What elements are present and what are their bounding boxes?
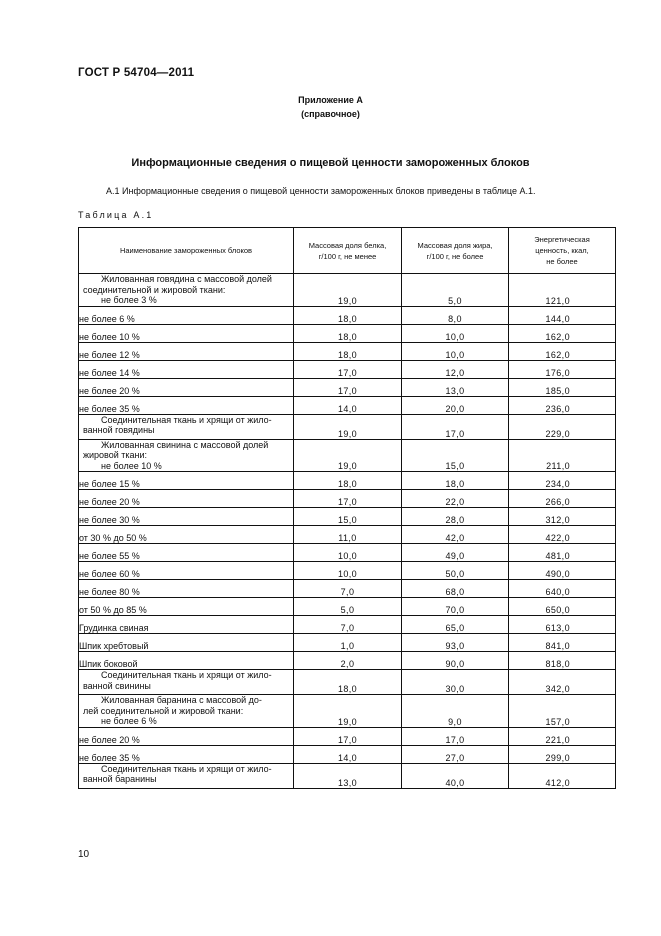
energy-cell: 162,0 <box>509 342 616 360</box>
fat-cell: 70,0 <box>402 598 509 616</box>
energy-cell: 412,0 <box>509 763 616 788</box>
row-label: не более 20 % <box>79 490 294 508</box>
energy-cell: 121,0 <box>509 274 616 307</box>
fat-cell: 68,0 <box>402 580 509 598</box>
group-name-cell <box>79 439 294 472</box>
row-label: не более 60 % <box>79 562 294 580</box>
table-row <box>79 342 616 360</box>
table-row <box>79 396 616 414</box>
energy-cell: 185,0 <box>509 378 616 396</box>
energy-cell: 229,0 <box>509 414 616 439</box>
appendix-note: (справочное) <box>301 109 360 119</box>
protein-cell: 7,0 <box>294 616 402 634</box>
fat-cell: 27,0 <box>402 745 509 763</box>
col-header-protein <box>294 228 402 274</box>
group-name-cell <box>79 670 294 695</box>
row-label: не более 10 % <box>79 324 294 342</box>
fat-cell: 65,0 <box>402 616 509 634</box>
protein-cell: 17,0 <box>294 727 402 745</box>
protein-cell: 2,0 <box>294 652 402 670</box>
fat-cell: 15,0 <box>402 439 509 472</box>
fat-cell: 42,0 <box>402 526 509 544</box>
nutrition-table <box>78 227 616 789</box>
group-title-line: Соединительная ткань и хрящи от жило- <box>101 670 272 680</box>
protein-cell: 14,0 <box>294 396 402 414</box>
fat-cell: 40,0 <box>402 763 509 788</box>
row-label: Шпик боковой <box>79 652 294 670</box>
fat-cell: 90,0 <box>402 652 509 670</box>
row-label: не более 20 % <box>79 378 294 396</box>
row-label: от 30 % до 50 % <box>79 526 294 544</box>
energy-cell: 176,0 <box>509 360 616 378</box>
protein-cell: 17,0 <box>294 360 402 378</box>
row-label: не более 35 % <box>79 396 294 414</box>
table-row <box>79 472 616 490</box>
group-title-line: ванной баранины <box>83 774 157 784</box>
energy-cell: 211,0 <box>509 439 616 472</box>
intro-paragraph: А.1 Информационные сведения о пищевой ценности замороженных блоков приведены в таблице А.1. <box>106 186 536 196</box>
table-row <box>79 378 616 396</box>
fat-cell: 17,0 <box>402 414 509 439</box>
table-row <box>79 616 616 634</box>
protein-cell: 19,0 <box>294 274 402 307</box>
header-line: Массовая доля белка, <box>308 240 387 250</box>
header-line: ценность, ккал, <box>535 246 589 255</box>
table-row <box>79 490 616 508</box>
table-row <box>79 562 616 580</box>
protein-cell: 18,0 <box>294 342 402 360</box>
row-label: не более 15 % <box>79 472 294 490</box>
row-label: не более 10 % <box>101 460 162 471</box>
protein-cell: 1,0 <box>294 634 402 652</box>
group-title-line: лей соединительной и жировой ткани: <box>83 705 244 716</box>
row-label: не более 30 % <box>79 508 294 526</box>
protein-cell: 15,0 <box>294 508 402 526</box>
protein-cell: 18,0 <box>294 324 402 342</box>
group-title-line: жировой ткани: <box>83 450 148 460</box>
fat-cell: 93,0 <box>402 634 509 652</box>
protein-cell: 18,0 <box>294 306 402 324</box>
energy-cell: 144,0 <box>509 306 616 324</box>
table-row <box>79 544 616 562</box>
protein-cell: 19,0 <box>294 414 402 439</box>
energy-cell: 299,0 <box>509 745 616 763</box>
energy-cell: 640,0 <box>509 580 616 598</box>
table-caption: Таблица А.1 <box>78 210 154 220</box>
energy-cell: 157,0 <box>509 695 616 728</box>
header-line: не более <box>546 257 578 266</box>
energy-cell: 221,0 <box>509 727 616 745</box>
group-title-line: Жилованная говядина с массовой долей <box>101 274 272 284</box>
group-title-line: ванной свинины <box>83 680 151 691</box>
energy-cell: 613,0 <box>509 616 616 634</box>
group-title-line: Жилованная свинина с массовой долей <box>101 439 269 450</box>
row-label: не более 35 % <box>79 745 294 763</box>
table-row <box>79 306 616 324</box>
protein-cell: 19,0 <box>294 695 402 728</box>
row-label: не более 55 % <box>79 544 294 562</box>
col-header-energy <box>509 228 616 274</box>
header-line: г/100 г, не менее <box>318 251 377 261</box>
table-row <box>79 670 616 695</box>
row-label: Грудинка свиная <box>79 616 294 634</box>
protein-cell: 14,0 <box>294 745 402 763</box>
table-row <box>79 274 616 307</box>
table-header <box>79 228 616 274</box>
energy-cell: 422,0 <box>509 526 616 544</box>
table-row <box>79 727 616 745</box>
fat-cell: 20,0 <box>402 396 509 414</box>
fat-cell: 49,0 <box>402 544 509 562</box>
fat-cell: 17,0 <box>402 727 509 745</box>
protein-cell: 7,0 <box>294 580 402 598</box>
document-code: ГОСТ Р 54704—2011 <box>78 67 195 79</box>
row-label: от 50 % до 85 % <box>79 598 294 616</box>
table-row <box>79 360 616 378</box>
section-title: Информационные сведения о пищевой ценности замороженных блоков <box>131 157 530 169</box>
energy-cell: 266,0 <box>509 490 616 508</box>
fat-cell: 30,0 <box>402 670 509 695</box>
energy-cell: 312,0 <box>509 508 616 526</box>
energy-cell: 490,0 <box>509 562 616 580</box>
row-label: не более 6 % <box>79 306 294 324</box>
page-number: 10 <box>78 849 90 860</box>
fat-cell: 9,0 <box>402 695 509 728</box>
fat-cell: 10,0 <box>402 342 509 360</box>
group-title-line: соединительной и жировой ткани: <box>83 284 226 295</box>
protein-cell: 5,0 <box>294 598 402 616</box>
protein-cell: 17,0 <box>294 378 402 396</box>
protein-cell: 17,0 <box>294 490 402 508</box>
energy-cell: 342,0 <box>509 670 616 695</box>
row-label: не более 12 % <box>79 342 294 360</box>
table-row <box>79 763 616 788</box>
row-label: не более 3 % <box>101 295 157 305</box>
energy-cell: 236,0 <box>509 396 616 414</box>
fat-cell: 13,0 <box>402 378 509 396</box>
header-line: Энергетическая <box>534 235 590 244</box>
energy-cell: 841,0 <box>509 634 616 652</box>
row-label: не более 6 % <box>101 716 157 726</box>
table-row <box>79 414 616 439</box>
protein-cell: 19,0 <box>294 439 402 472</box>
fat-cell: 18,0 <box>402 472 509 490</box>
energy-cell: 650,0 <box>509 598 616 616</box>
group-title-line: Соединительная ткань и хрящи от жило- <box>101 414 272 425</box>
header-row <box>79 228 616 274</box>
group-name-cell <box>79 763 294 788</box>
row-label: не более 14 % <box>79 360 294 378</box>
table-row <box>79 695 616 728</box>
energy-cell: 481,0 <box>509 544 616 562</box>
protein-cell: 11,0 <box>294 526 402 544</box>
table-row <box>79 439 616 472</box>
col-header-name: Наименование замороженных блоков <box>79 228 294 274</box>
table-body <box>79 274 616 789</box>
fat-cell: 12,0 <box>402 360 509 378</box>
header-line: г/100 г, не более <box>426 251 484 261</box>
energy-cell: 234,0 <box>509 472 616 490</box>
header-line: Массовая доля жира, <box>417 240 493 250</box>
energy-cell: 818,0 <box>509 652 616 670</box>
table-row <box>79 526 616 544</box>
protein-cell: 10,0 <box>294 562 402 580</box>
table-row <box>79 324 616 342</box>
group-title-line: Соединительная ткань и хрящи от жило- <box>101 763 272 774</box>
energy-cell: 162,0 <box>509 324 616 342</box>
table-row <box>79 508 616 526</box>
fat-cell: 50,0 <box>402 562 509 580</box>
table-row <box>79 745 616 763</box>
fat-cell: 22,0 <box>402 490 509 508</box>
group-name-cell <box>79 414 294 439</box>
protein-cell: 18,0 <box>294 472 402 490</box>
group-name-cell <box>79 274 294 307</box>
row-label: не более 20 % <box>79 727 294 745</box>
fat-cell: 5,0 <box>402 274 509 307</box>
table-row <box>79 580 616 598</box>
table-row <box>79 652 616 670</box>
row-label: Шпик хребтовый <box>79 634 294 652</box>
appendix-title: Приложение А <box>298 95 363 105</box>
protein-cell: 13,0 <box>294 763 402 788</box>
col-header-fat <box>402 228 509 274</box>
row-label: не более 80 % <box>79 580 294 598</box>
protein-cell: 10,0 <box>294 544 402 562</box>
group-title-line: ванной говядины <box>83 425 155 435</box>
fat-cell: 28,0 <box>402 508 509 526</box>
group-title-line: Жилованная баранина с массовой до- <box>101 695 262 705</box>
group-name-cell <box>79 695 294 728</box>
protein-cell: 18,0 <box>294 670 402 695</box>
fat-cell: 10,0 <box>402 324 509 342</box>
table-row <box>79 598 616 616</box>
fat-cell: 8,0 <box>402 306 509 324</box>
table-row <box>79 634 616 652</box>
